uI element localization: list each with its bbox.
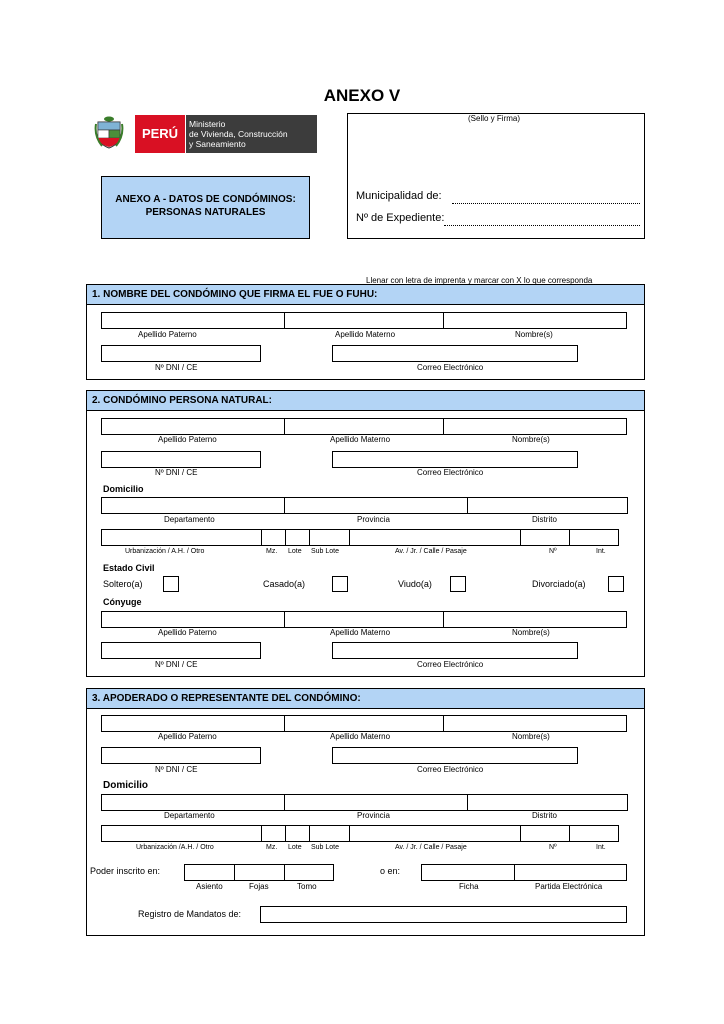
poder-label: Poder inscrito en: (90, 866, 161, 876)
s3-dni-label: Nº DNI / CE (155, 765, 198, 774)
s3-provincia-field[interactable] (284, 794, 468, 811)
conyuge-apellido-materno-label: Apellido Materno (330, 628, 391, 637)
s1-apellido-paterno-field[interactable] (101, 312, 285, 329)
annex-a-box (101, 176, 310, 239)
s3-numero-label: Nº (549, 844, 557, 851)
partida-field[interactable] (514, 864, 627, 881)
annex-a-line-1: ANEXO A - DATOS DE CONDÓMINOS: (115, 194, 296, 205)
s3-apellido-materno-field[interactable] (284, 715, 444, 732)
ministry-logo-block (186, 115, 317, 153)
s1-apellido-paterno-label: Apellido Paterno (138, 330, 197, 339)
soltero-label: Soltero(a) (103, 579, 143, 589)
s3-correo-label: Correo Electrónico (417, 765, 484, 774)
s2-street-row (101, 529, 619, 546)
s3-lote-field[interactable] (285, 825, 310, 842)
s2-distrito-label: Distrito (532, 515, 557, 524)
s1-correo-label: Correo Electrónico (417, 363, 484, 372)
s3-int-label: Int. (596, 844, 606, 851)
poder-row (184, 864, 334, 881)
registro-label: Registro de Mandatos de: (138, 909, 242, 919)
s1-correo-field[interactable] (332, 345, 578, 362)
s2-apellido-materno-label: Apellido Materno (330, 435, 391, 444)
municipality-label: Municipalidad de: (356, 190, 442, 202)
s2-nombres-label: Nombre(s) (512, 435, 550, 444)
s2-provincia-field[interactable] (284, 497, 468, 514)
s3-departamento-label: Departamento (164, 811, 215, 820)
s2-urbanizacion-field[interactable] (101, 529, 262, 546)
tomo-field[interactable] (284, 864, 334, 881)
s2-correo-label: Correo Electrónico (417, 468, 484, 477)
s1-name-row (101, 312, 627, 329)
ficha-field[interactable] (421, 864, 515, 881)
s3-apellido-paterno-label: Apellido Paterno (158, 732, 217, 741)
s1-apellido-materno-label: Apellido Materno (335, 330, 396, 339)
conyuge-apellido-materno-field[interactable] (284, 611, 444, 628)
partida-row (421, 864, 627, 881)
divorciado-label: Divorciado(a) (532, 579, 586, 589)
s2-mz-label: Mz. (266, 548, 278, 555)
s3-numero-field[interactable] (520, 825, 570, 842)
s3-dni-field[interactable] (101, 747, 261, 764)
s2-numero-field[interactable] (520, 529, 570, 546)
s3-urbanizacion-label: Urbanización /A.H. / Otro (136, 844, 214, 851)
s3-distrito-field[interactable] (467, 794, 628, 811)
s2-departamento-field[interactable] (101, 497, 285, 514)
s2-lote-label: Lote (288, 548, 302, 555)
section-1-header: 1. NOMBRE DEL CONDÓMINO QUE FIRMA EL FUE O FUHU: (87, 285, 644, 305)
s2-distrito-field[interactable] (467, 497, 628, 514)
conyuge-nombres-field[interactable] (443, 611, 627, 628)
s3-distrito-label: Distrito (532, 811, 557, 820)
s2-via-field[interactable] (349, 529, 521, 546)
conyuge-dni-field[interactable] (101, 642, 261, 659)
viudo-label: Viudo(a) (398, 579, 432, 589)
s2-dni-label: Nº DNI / CE (155, 468, 198, 477)
o-en-label: o en: (380, 866, 401, 876)
s3-mz-field[interactable] (261, 825, 286, 842)
page-title: ANEXO V (323, 86, 401, 105)
s3-name-row (101, 715, 627, 732)
s2-numero-label: Nº (549, 548, 557, 555)
s2-provincia-label: Provincia (357, 515, 390, 524)
s2-apellido-paterno-field[interactable] (101, 418, 285, 435)
s3-domicilio-label: Domicilio (103, 780, 149, 791)
s3-sublote-label: Sub Lote (311, 844, 340, 851)
file-number-label: Nº de Expediente: (356, 212, 445, 224)
conyuge-apellido-paterno-field[interactable] (101, 611, 285, 628)
fojas-field[interactable] (234, 864, 285, 881)
ministry-line-2: de Vivienda, Construcción (189, 129, 288, 139)
seal-label: (Sello y Firma) (468, 114, 521, 123)
s1-nombres-label: Nombre(s) (515, 330, 553, 339)
asiento-field[interactable] (184, 864, 235, 881)
ministry-line-3: y Saneamiento (189, 139, 246, 149)
conyuge-label: Cónyuge (103, 597, 142, 607)
s3-via-field[interactable] (349, 825, 521, 842)
viudo-checkbox[interactable] (450, 576, 466, 592)
s3-mz-label: Mz. (266, 844, 278, 851)
peru-logo-block: PERÚ (135, 115, 185, 153)
conyuge-correo-label: Correo Electrónico (417, 660, 484, 669)
file-number-field[interactable] (444, 225, 640, 226)
annex-a-line-2: PERSONAS NATURALES (145, 207, 266, 218)
ficha-label: Ficha (459, 882, 479, 891)
asiento-label: Asiento (196, 882, 223, 891)
s2-sublote-field[interactable] (309, 529, 350, 546)
conyuge-correo-field[interactable] (332, 642, 578, 659)
stamp-box (347, 113, 645, 239)
s3-address-row (101, 794, 628, 811)
registro-field[interactable] (260, 906, 627, 923)
partida-label: Partida Electrónica (535, 882, 603, 891)
s2-via-label: Av. / Jr. / Calle / Pasaje (395, 548, 467, 555)
s2-departamento-label: Departamento (164, 515, 215, 524)
conyuge-nombres-label: Nombre(s) (512, 628, 550, 637)
s2-nombres-field[interactable] (443, 418, 627, 435)
conyuge-apellido-paterno-label: Apellido Paterno (158, 628, 217, 637)
soltero-checkbox[interactable] (163, 576, 179, 592)
s3-int-field[interactable] (569, 825, 619, 842)
casado-label: Casado(a) (263, 579, 306, 589)
s3-nombres-label: Nombre(s) (512, 732, 550, 741)
s2-int-field[interactable] (569, 529, 619, 546)
s2-apellido-materno-field[interactable] (284, 418, 444, 435)
conyuge-dni-label: Nº DNI / CE (155, 660, 198, 669)
s1-apellido-materno-field[interactable] (284, 312, 444, 329)
estado-civil-label: Estado Civil (103, 563, 155, 573)
s3-urbanizacion-field[interactable] (101, 825, 262, 842)
section-3-header: 3. APODERADO O REPRESENTANTE DEL CONDÓMINO: (87, 689, 644, 709)
divorciado-checkbox[interactable] (608, 576, 624, 592)
s2-correo-field[interactable] (332, 451, 578, 468)
s2-urbanizacion-label: Urbanización / A.H. / Otro (125, 548, 205, 555)
fojas-label: Fojas (249, 882, 269, 891)
s2-mz-field[interactable] (261, 529, 286, 546)
s2-sublote-label: Sub Lote (311, 548, 340, 555)
municipality-field[interactable] (452, 203, 640, 204)
s3-nombres-field[interactable] (443, 715, 627, 732)
s3-lote-label: Lote (288, 844, 302, 851)
s2-apellido-paterno-label: Apellido Paterno (158, 435, 217, 444)
tomo-label: Tomo (297, 882, 317, 891)
s3-apellido-materno-label: Apellido Materno (330, 732, 391, 741)
s3-provincia-label: Provincia (357, 811, 390, 820)
s2-dni-field[interactable] (101, 451, 261, 468)
coat-of-arms-icon (94, 116, 124, 150)
conyuge-name-row (101, 611, 627, 628)
s2-lote-field[interactable] (285, 529, 310, 546)
section-2-header: 2. CONDÓMINO PERSONA NATURAL: (87, 391, 644, 411)
s3-via-label: Av. / Jr. / Calle / Pasaje (395, 844, 467, 851)
s2-address-row (101, 497, 628, 514)
s1-dni-field[interactable] (101, 345, 261, 362)
s3-apellido-paterno-field[interactable] (101, 715, 285, 732)
s1-nombres-field[interactable] (443, 312, 627, 329)
casado-checkbox[interactable] (332, 576, 348, 592)
ministry-line-1: Ministerio (189, 119, 226, 129)
s3-departamento-field[interactable] (101, 794, 285, 811)
s3-correo-field[interactable] (332, 747, 578, 764)
s2-name-row (101, 418, 627, 435)
instructions-text: Llenar con letra de imprenta y marcar con X lo que corresponda (366, 276, 593, 285)
s2-int-label: Int. (596, 548, 606, 555)
s1-dni-label: Nº DNI / CE (155, 363, 198, 372)
s3-sublote-field[interactable] (309, 825, 350, 842)
s3-street-row (101, 825, 619, 842)
s2-domicilio-label: Domicilio (103, 484, 144, 494)
